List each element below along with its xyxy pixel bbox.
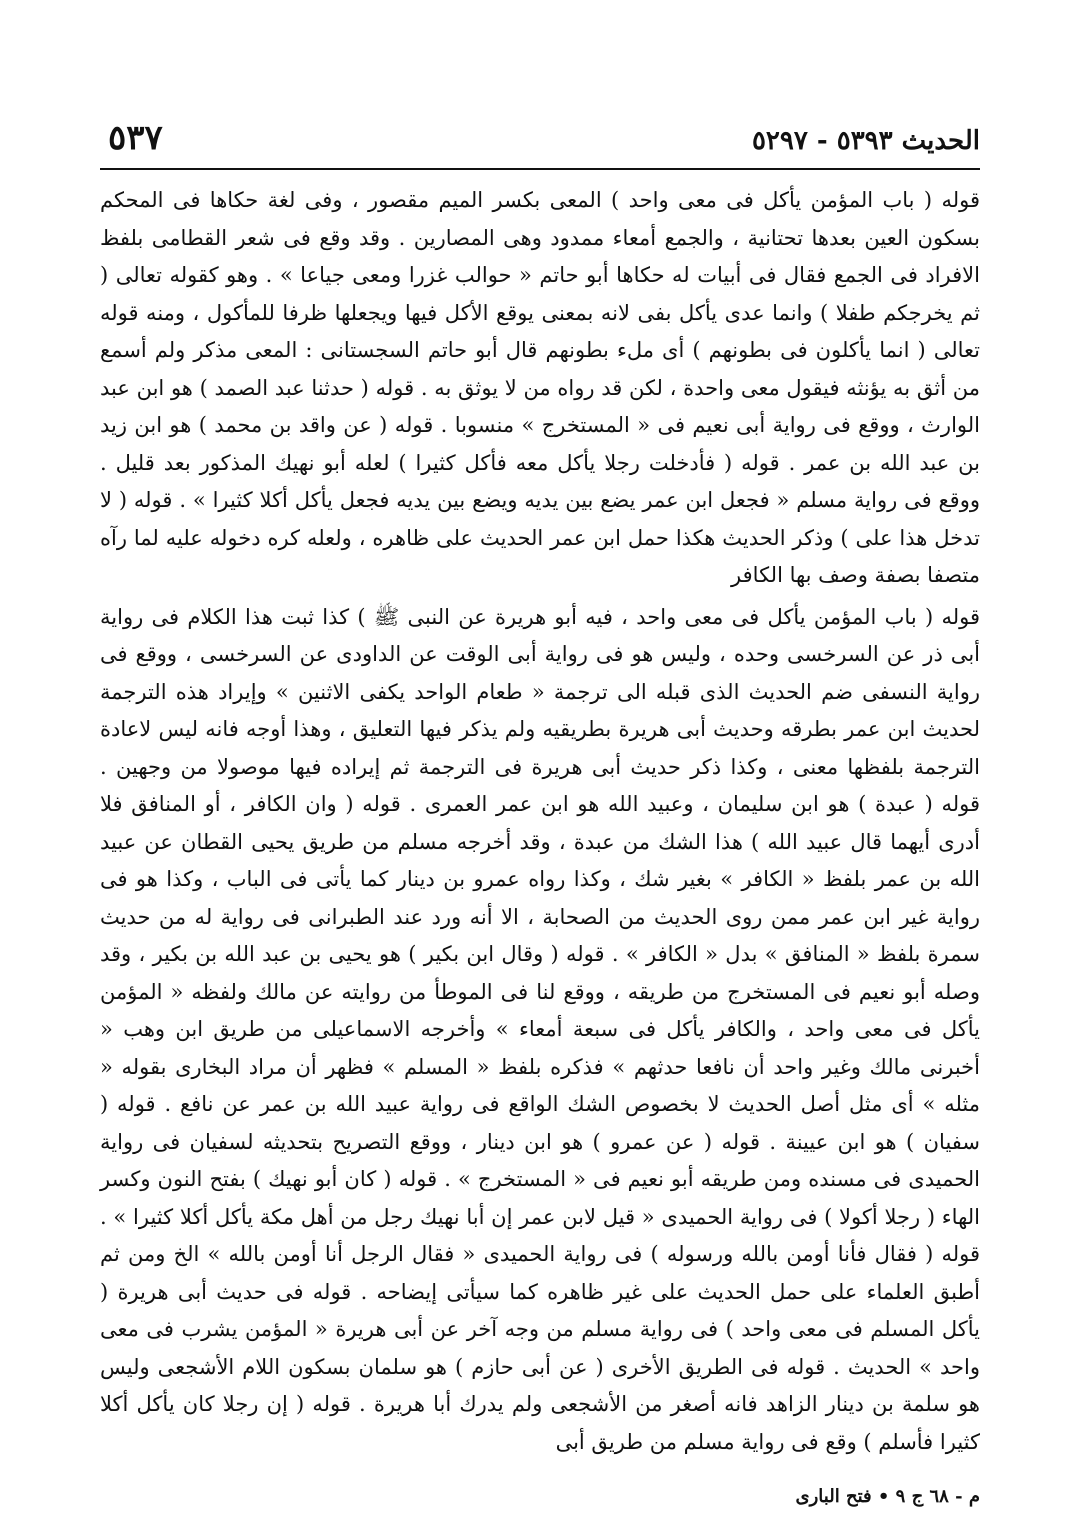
document-page (100, 112, 980, 1507)
page-header (100, 112, 980, 170)
signature-footer: م - ٦٨ ج ٩ • فتح البارى (795, 1486, 980, 1507)
paragraph: قوله ( باب المؤمن يأكل فى معى واحد ) المعى بكسر الميم مقصور ، وفى لغة حكاها فى المحكم بسكون العين بعدها تحتانية ، والجمع أمعاء ممدود وهى المصارين . وقد وقع فى شعر القطامى بلفظ الافراد فى الجمع فقال فى أبيات له حكاها أبو حاتم « حوالب غزرا ومعى جياعا » . وهو كقوله تعالى ( ثم يخرجكم طفلا ) وانما عدى يأكل بفى لانه بمعنى يوقع الأكل فيها ويجعلها ظرفا للمأكول ، ومنه قوله تعالى ( انما يأكلون فى بطونهم ) أى ملء بطونهم قال أبو حاتم السجستانى : المعى مذكر ولم أسمع من أثق به يؤنثه فيقول معى واحدة ، لكن قد رواه من لا يوثق به . قوله ( حدثنا عبد الصمد ) هو ابن عبد الوارث ، ووقع فى رواية أبى نعيم فى « المستخرج » منسوبا . قوله ( عن واقد بن محمد ) هو ابن زيد بن عبد الله بن عمر . قوله ( فأدخلت رجلا يأكل معه فأكل كثيرا ) لعله أبو نهيك المذكور بعد قليل . ووقع فى رواية مسلم « فجعل ابن عمر يضع بين يديه ويضع بين يديه فجعل يأكل أكلا كثيرا » . قوله ( لا تدخل هذا على ) وذكر الحديث هكذا حمل ابن عمر الحديث على ظاهره ، ولعله كره دخوله عليه لما رآه متصفا بصفة وصف بها الكافر (100, 188, 980, 587)
page-body (100, 170, 980, 1461)
running-title: الحديث ٥٣٩٣ - ٥٢٩٧ (751, 126, 980, 156)
page-number: ٥٣٧ (108, 118, 163, 158)
paragraph: قوله ( باب المؤمن يأكل فى معى واحد ، فيه أبو هريرة عن النبى ﷺ ) كذا ثبت هذا الكلام فى رواية أبى ذر عن السرخسى وحده ، وليس هو فى رواية أبى الوقت عن الداودى عن السرخسى ، ووقع فى رواية النسفى ضم الحديث الذى قبله الى ترجمة « طعام الواحد يكفى الاثنين » وإيراد هذه الترجمة لحديث ابن عمر بطرقه وحديث أبى هريرة بطريقيه ولم يذكر فيها التعليق ، وهذا أوجه فانه ليس لاعادة الترجمة بلفظها معنى ، وكذا ذكر حديث أبى هريرة فى الترجمة ثم إيراده فيها موصولا من وجهين . قوله ( عبدة ) هو ابن سليمان ، وعبيد الله هو ابن عمر العمرى . قوله ( وان الكافر ، أو المنافق فلا أدرى أيهما قال عبيد الله ) هذا الشك من عبدة ، وقد أخرجه مسلم من طريق يحيى القطان عن عبيد الله بن عمر بلفظ « الكافر » بغير شك ، وكذا رواه عمرو بن دينار كما يأتى فى الباب ، وكذا هو فى رواية غير ابن عمر ممن روى الحديث من الصحابة ، الا أنه ورد عند الطبرانى فى رواية له من حديث سمرة بلفظ « المنافق » بدل « الكافر » . قوله ( وقال ابن بكير ) هو يحيى بن عبد الله بن بكير ، وقد وصله أبو نعيم فى المستخرج من طريقه ، ووقع لنا فى الموطأ من روايته عن مالك ولفظه « المؤمن يأكل فى معى واحد ، والكافر يأكل فى سبعة أمعاء » وأخرجه الاسماعيلى من طريق ابن وهب « أخبرنى مالك وغير واحد أن نافعا حدثهم » فذكره بلفظ « المسلم » فظهر أن مراد البخارى بقوله « مثله » أى مثل أصل الحديث لا بخصوص الشك الواقع فى رواية عبيد الله بن عمر عن نافع . قوله ( سفيان ) هو ابن عيينة . قوله ( عن عمرو ) هو ابن دينار ، ووقع التصريح بتحديثه لسفيان فى رواية الحميدى فى مسنده ومن طريقه أبو نعيم فى « المستخرج » . قوله ( كان أبو نهيك ) بفتح النون وكسر الهاء ( رجلا أكولا ) فى رواية الحميدى « قيل لابن عمر إن أبا نهيك رجل من أهل مكة يأكل أكلا كثيرا » . قوله ( فقال فأنا أومن بالله ورسوله ) فى رواية الحميدى « فقال الرجل أنا أومن بالله » الخ ومن ثم أطبق العلماء على حمل الحديث على غير ظاهره كما سيأتى إيضاحه . قوله فى حديث أبى هريرة ( يأكل المسلم فى معى واحد ) فى رواية مسلم من وجه آخر عن أبى هريرة « المؤمن يشرب فى معى واحد » الحديث . قوله فى الطريق الأخرى ( عن أبى حازم ) هو سلمان بسكون اللام الأشجعى وليس هو سلمة بن دينار الزاهد فانه أصغر من الأشجعى ولم يدرك أبا هريرة . قوله ( إن رجلا كان يأكل أكلا كثيرا فأسلم ) وقع فى رواية مسلم من طريق أبى (100, 604, 980, 1454)
